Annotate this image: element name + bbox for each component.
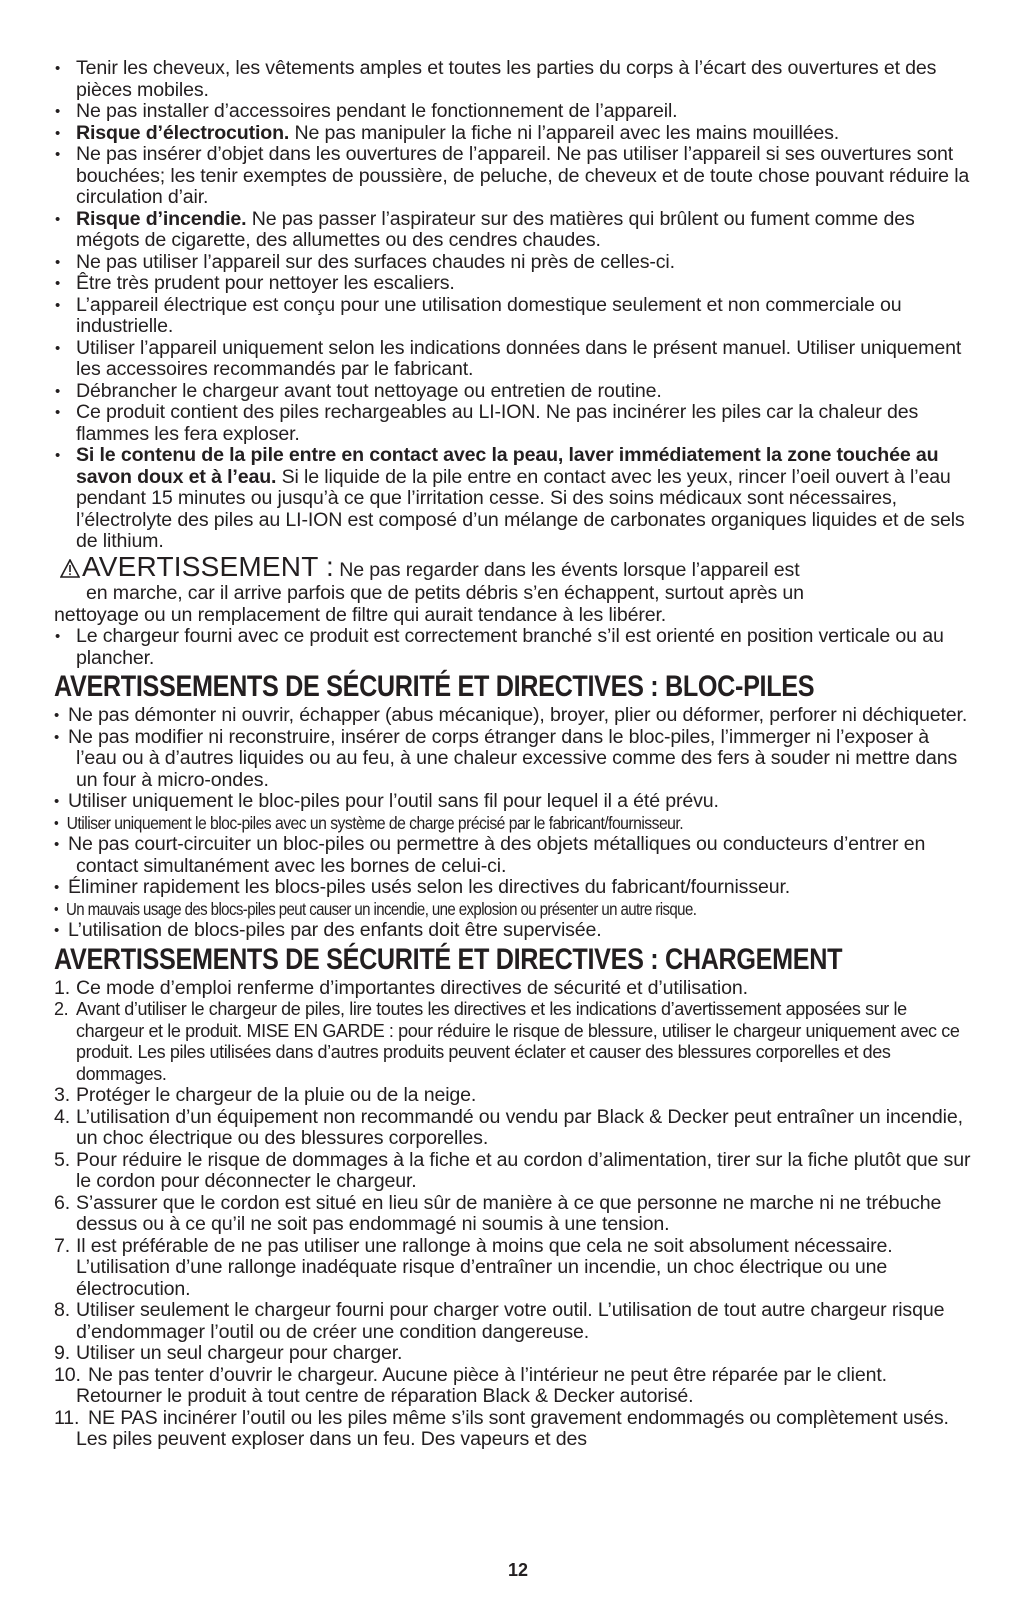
list-item: • Utiliser uniquement le bloc-piles avec un système de charge précisé par le fabricant/fournisseur. (54, 813, 976, 835)
list-item: • Risque d’incendie. Ne pas passer l’aspirateur sur des matières qui brûlent ou fument comme des mégots de cigarette, des allumettes ou des cendres chaudes. (54, 209, 972, 252)
list-item: • Ce produit contient des piles rechargeables au LI-ION. Ne pas incinérer les piles car la chaleur des flammes les fera exploser. (54, 402, 972, 445)
warning-text: Ne pas regarder dans les évents lorsque l’appareil est (333, 558, 800, 581)
list-item: 3. Protéger le chargeur de la pluie ou de la neige. (54, 1084, 477, 1106)
list-item: • Ne pas court-circuiter un bloc-piles ou permettre à des objets métalliques ou conducteurs d’entrer en contact simultanément avec les bornes de celui-ci. (54, 834, 972, 877)
list-item: • Être très prudent pour nettoyer les escaliers. (54, 273, 972, 295)
list-item: • Ne pas démonter ni ouvrir, échapper (abus mécanique), broyer, plier ou déformer, perforer ni déchiqueter. (54, 705, 972, 727)
list-item: 1. Ce mode d’emploi renferme d’importantes directives de sécurité et d’utilisation. (54, 976, 748, 999)
list-item: 11. NE PAS incinérer l’outil ou les piles même s’ils sont gravement endommagés ou complètement usés. Les piles peuvent exploser dans un feu. Des vapeurs et des (54, 1406, 949, 1450)
list-item: • Tenir les cheveux, les vêtements amples et toutes les parties du corps à l’écart des ouvertures et des pièces mobiles. (54, 58, 972, 101)
charging-list (54, 978, 972, 1451)
list-item: • L’utilisation de blocs-piles par des enfants doit être supervisée. (54, 920, 972, 942)
warning-triangle-icon (60, 559, 80, 584)
list-item: • Ne pas insérer d’objet dans les ouvertures de l’appareil. Ne pas utiliser l’appareil si ses ouvertures sont bouchées; les tenir exemptes de poussière, de peluche, de cheveux et de toute chose pouvant réduire la circulation d’air. (54, 144, 972, 209)
warning-heading: AVERTISSEMENT : (82, 550, 334, 582)
list-item: • Ne pas utiliser l’appareil sur des surfaces chaudes ni près de celles-ci. (54, 252, 972, 274)
page-number: 12 (507, 1560, 529, 1580)
section-title-battery: AVERTISSEMENTS DE SÉCURITÉ ET DIRECTIVES : BLOC-PILES (54, 670, 815, 703)
list-item: 10. Ne pas tenter d’ouvrir le chargeur. Aucune pièce à l’intérieur ne peut être réparée par le client. Retourner le produit à tout centre de réparation Black & Decker autorisé. (54, 1363, 887, 1407)
list-item: 2. Avant d’utiliser le chargeur de piles, lire toutes les directives et les indications d’avertissement apposées sur le chargeur et le produit. MISE EN GARDE : pour réduire le risque de blessure, utiliser le chargeur uniquement avec ce produit. Les piles utilisées dans d’autres produits peuvent éclater et causer des blessures corporelles et des dommages. (54, 999, 960, 1084)
manual-page (54, 58, 972, 1451)
warning-block (54, 550, 972, 627)
list-item: • Un mauvais usage des blocs-piles peut causer un incendie, une explosion ou présenter un autre risque. (54, 899, 995, 921)
list-item: 4. L’utilisation d’un équipement non recommandé ou vendu par Black & Decker peut entraîner un incendie, un choc électrique ou des blessures corporelles. (54, 1105, 963, 1149)
list-item: • Si le contenu de la pile entre en contact avec la peau, laver immédiatement la zone touchée au savon doux et à l’eau. Si le liquide de la pile entre en contact avec les yeux, rincer l’oeil ouvert à l’eau pendant 15 minutes ou jusqu’à ce que l’irritation cesse. Si des soins médicaux sont nécessaires, l’électrolyte des piles au LI-ION est composé d’un mélange de carbonates organiques liquides et de sels de lithium. (54, 445, 972, 553)
list-item: • Ne pas modifier ni reconstruire, insérer de corps étranger dans le bloc-piles, l’immerger ni l’exposer à l’eau ou à d’autres liquides ou au feu, à une chaleur excessive comme des fers à souder ni mettre dans un four à micro-ondes. (54, 727, 972, 792)
list-item: 8. Utiliser seulement le chargeur fourni pour charger votre outil. L’utilisation de tout autre chargeur risque d’endommager l’outil ou de créer une condition dangereuse. (54, 1299, 945, 1343)
list-item: 9. Utiliser un seul chargeur pour charger. (54, 1342, 403, 1364)
safety-list (54, 58, 972, 553)
section-title-charging: AVERTISSEMENTS DE SÉCURITÉ ET DIRECTIVES : CHARGEMENT (54, 942, 843, 976)
list-item: • Éliminer rapidement les blocs-piles usés selon les directives du fabricant/fournisseur. (54, 877, 972, 899)
list-item: 7. Il est préférable de ne pas utiliser une rallonge à moins que cela ne soit absolument nécessaire. L’utilisation d’une rallonge inadéquate risque d’entraîner un incendie, un choc électrique ou une électrocution. (54, 1234, 893, 1300)
warning-text: nettoyage ou un remplacement de filtre qui aurait tendance à les libérer. (54, 603, 667, 626)
list-item: 5. Pour réduire le risque de dommages à la fiche et au cordon d’alimentation, tirer sur la fiche plutôt que sur le cordon pour déconnecter le chargeur. (54, 1148, 971, 1192)
list-item: • Utiliser uniquement le bloc-piles pour l’outil sans fil pour lequel il a été prévu. (54, 791, 972, 813)
list-item: • Risque d’électrocution. Ne pas manipuler la fiche ni l’appareil avec les mains mouillées. (54, 123, 972, 145)
list-item: • Ne pas installer d’accessoires pendant le fonctionnement de l’appareil. (54, 101, 972, 123)
list-item: • L’appareil électrique est conçu pour une utilisation domestique seulement et non commerciale ou industrielle. (54, 295, 972, 338)
list-item: • Le chargeur fourni avec ce produit est correctement branché s’il est orienté en position verticale ou au plancher. (54, 626, 972, 669)
charger-note-list (54, 626, 972, 669)
list-item: 6. S’assurer que le cordon est situé en lieu sûr de manière à ce que personne ne marche ni ne trébuche dessus ou à ce qu’il ne soit pas endommagé ni soumis à une tension. (54, 1191, 942, 1235)
battery-list (54, 705, 972, 942)
list-item: • Utiliser l’appareil uniquement selon les indications données dans le présent manuel. Utiliser uniquement les accessoires recommandés par le fabricant. (54, 338, 972, 381)
list-item: • Débrancher le chargeur avant tout nettoyage ou entretien de routine. (54, 381, 972, 403)
warning-text: en marche, car il arrive parfois que de petits débris s’en échappent, surtout après un (86, 582, 804, 604)
